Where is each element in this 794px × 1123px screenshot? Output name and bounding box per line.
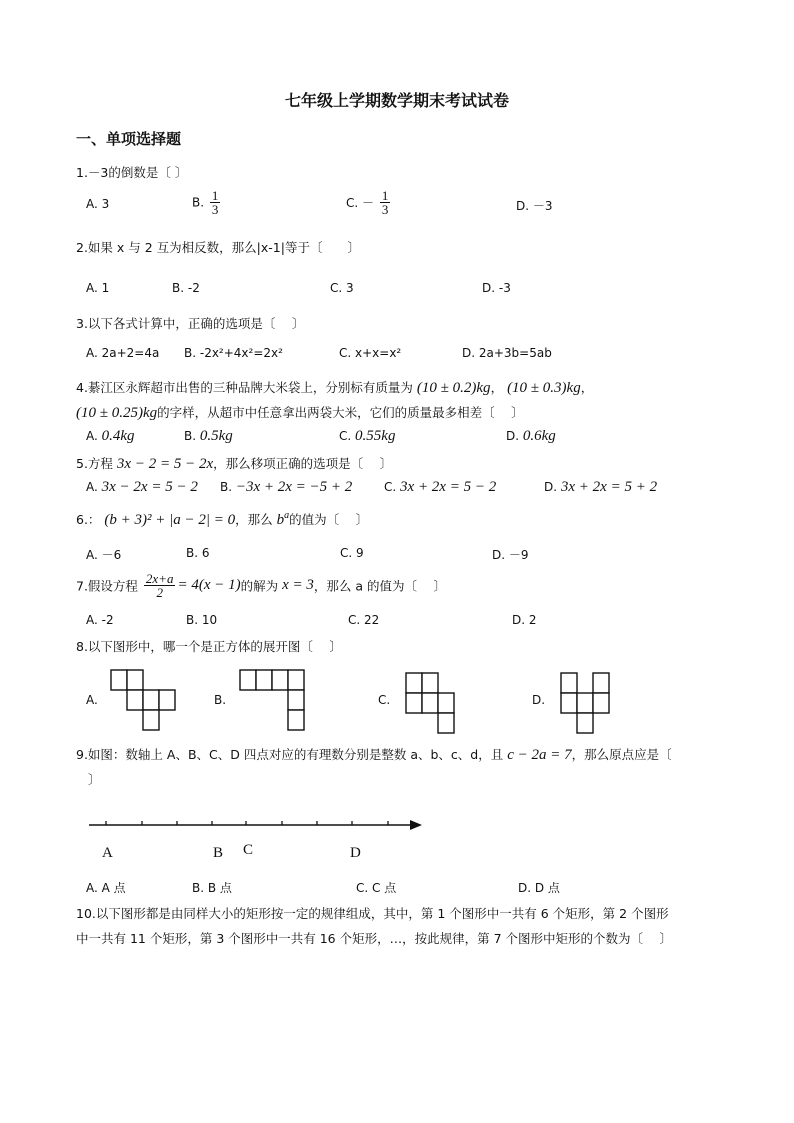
net-square	[256, 670, 272, 690]
q6-power-base: b	[276, 512, 285, 528]
q7-stem-part-2: 的解为	[240, 578, 279, 594]
q9-option-a[interactable]: A. A 点	[86, 881, 126, 895]
q4-option-d-label: D.	[506, 429, 520, 443]
net-square	[593, 693, 609, 713]
q6-stem-part-1: 6.：	[76, 512, 101, 527]
net-square	[288, 670, 304, 690]
q4-option-b-label: B.	[184, 429, 197, 443]
net-square	[577, 693, 593, 713]
question-4-line-1	[76, 378, 593, 397]
q6-stem-part-3: 的值为〔 〕	[289, 512, 369, 527]
net-square	[143, 690, 159, 710]
frac-denominator: 3	[211, 202, 219, 217]
q4-option-c[interactable]	[339, 428, 395, 445]
q7-equation-rest: = 4(x − 1)	[177, 577, 241, 593]
q5-stem-part-1: 5.方程	[76, 456, 113, 471]
net-square	[288, 710, 304, 730]
q5-option-a-label: A.	[86, 480, 98, 494]
q5-option-b-value: −3x + 2x = −5 + 2	[235, 479, 353, 495]
q4-stem-part-2: 的字样，从超市中任意拿出两袋大米，它们的质量最多相差〔 〕	[157, 405, 524, 420]
q5-option-a[interactable]	[86, 479, 198, 496]
q3-option-c[interactable]: C. x+x=x²	[339, 346, 402, 360]
q1-option-d-text: D. －3	[516, 199, 553, 213]
q6-option-b[interactable]: B. 6	[186, 546, 210, 560]
net-square	[143, 710, 159, 730]
q4-option-c-label: C.	[339, 429, 352, 443]
net-square	[406, 693, 422, 713]
question-10-line-1: 10.以下图形都是由同样大小的矩形按一定的规律组成，其中，第 1 个图形中一共有 6 个矩形，第 2 个图形	[76, 906, 669, 921]
q6-stem-part-2: ，那么	[235, 512, 273, 527]
question-8-stem: 8.以下图形中，哪一个是正方体的展开图〔 〕	[76, 639, 342, 654]
q9-option-d[interactable]: D. D 点	[518, 881, 560, 895]
q9-option-c[interactable]: C. C 点	[356, 881, 397, 895]
number-line	[88, 815, 428, 835]
q2-option-d[interactable]: D. -3	[482, 281, 511, 295]
q5-option-d-value: 3x + 2x = 5 + 2	[560, 479, 658, 495]
section-heading: 一、单项选择题	[76, 130, 182, 148]
q1-option-c[interactable]	[346, 189, 392, 216]
q8-option-a[interactable]: A.	[86, 693, 98, 707]
question-6-stem	[76, 510, 368, 529]
net-square	[127, 670, 143, 690]
q4-expression-2: (10 ± 0.3)kg	[507, 380, 581, 396]
net-square	[272, 670, 288, 690]
number-line-label-b: B	[213, 845, 224, 861]
frac-denominator: 2	[156, 585, 163, 600]
q8-net-b-figure	[239, 669, 305, 733]
q8-net-a-figure	[110, 669, 176, 733]
frac-numerator: 1	[211, 188, 219, 203]
frac-numerator: 1	[381, 188, 389, 203]
q3-option-d[interactable]: D. 2a+3b=5ab	[462, 346, 552, 360]
q6-option-c[interactable]: C. 9	[340, 546, 364, 560]
number-line-label-d: D	[350, 845, 361, 861]
q7-option-c[interactable]: C. 22	[348, 613, 380, 627]
q4-option-b[interactable]	[184, 428, 233, 445]
frac-numerator: 2x+a	[145, 571, 174, 586]
net-square	[422, 693, 438, 713]
q4-option-b-value: 0.5kg	[199, 428, 233, 444]
q8-net-d-figure	[560, 672, 612, 736]
q5-stem-part-2: ，那么移项正确的选项是〔 〕	[213, 456, 393, 471]
q6-equation: (b + 3)² + |a − 2| = 0	[104, 512, 236, 528]
net-square	[593, 673, 609, 693]
q5-option-c-value: 3x + 2x = 5 − 2	[400, 479, 497, 495]
page-title: 七年级上学期数学期末考试试卷	[284, 91, 509, 110]
q5-option-b[interactable]	[220, 479, 352, 496]
q9-stem-part-1: 9.如图：数轴上 A、B、C、D 四点对应的有理数分别是整数 a、b、c、d，且	[76, 747, 504, 762]
q7-solution: x = 3	[282, 577, 314, 593]
q9-stem-part-2: ，那么原点应是〔	[571, 747, 672, 762]
q7-stem-part-3: ，那么 a 的值为〔 〕	[313, 578, 446, 594]
q8-net-c-figure	[405, 672, 457, 736]
net-square	[561, 673, 577, 693]
q4-stem-part-1: 4.綦江区永辉超市出售的三种品牌大米袋上，分别标有质量为	[76, 380, 413, 395]
q4-expression-1: (10 ± 0.2)kg	[416, 380, 491, 396]
q9-equation: c − 2a = 7	[507, 747, 572, 763]
q1-option-b[interactable]	[192, 189, 222, 216]
net-square	[422, 673, 438, 693]
q7-option-a[interactable]: A. -2	[86, 613, 114, 627]
question-3-stem: 3.以下各式计算中，正确的选项是〔 〕	[76, 316, 305, 331]
q4-option-a[interactable]	[86, 428, 135, 445]
q5-option-a-value: 3x − 2x = 5 − 2	[101, 479, 198, 495]
number-line-label-a: A	[102, 845, 113, 861]
question-9-line-1	[76, 745, 672, 764]
question-7-stem	[76, 572, 446, 599]
net-square	[111, 670, 127, 690]
q5-option-d[interactable]	[544, 479, 657, 496]
q4-option-c-value: 0.55kg	[355, 428, 396, 444]
q5-equation: 3x − 2 = 5 − 2x	[116, 456, 214, 472]
q6-option-a[interactable]: A. －6	[86, 548, 122, 562]
q1-option-c-label: C. －	[346, 196, 375, 210]
q1-option-d[interactable]	[516, 197, 553, 214]
q2-option-a[interactable]: A. 1	[86, 281, 110, 295]
net-square	[288, 690, 304, 710]
q1-option-b-label: B.	[192, 195, 205, 210]
net-square	[577, 713, 593, 733]
q4-separator: ，	[490, 380, 504, 395]
q7-option-b[interactable]: B. 10	[186, 613, 218, 627]
q6-power-expression	[277, 512, 290, 528]
net-square	[406, 673, 422, 693]
q5-option-b-label: B.	[220, 480, 233, 494]
number-line-arrow	[410, 820, 422, 830]
q6-option-d[interactable]: D. －9	[492, 548, 529, 562]
q6-power-exponent: a	[284, 510, 290, 521]
q2-option-b[interactable]: B. -2	[172, 281, 200, 295]
question-1-stem: 1.－3的倒数是〔 〕	[76, 165, 188, 180]
q8-option-b[interactable]: B.	[214, 693, 227, 707]
question-5-stem	[76, 454, 392, 473]
q2-option-c[interactable]: C. 3	[330, 281, 354, 295]
net-square	[240, 670, 256, 690]
q1-option-b-fraction	[210, 189, 221, 216]
net-square	[127, 690, 143, 710]
net-square	[438, 693, 454, 713]
number-line-label-c: C	[243, 842, 254, 858]
question-4-line-2	[76, 403, 524, 422]
frac-denominator: 3	[381, 202, 389, 217]
question-10-line-2: 中一共有 11 个矩形，第 3 个图形中一共有 16 个矩形，…，按此规律，第 7 个图形中矩形的个数为〔 〕	[76, 931, 672, 946]
net-square	[159, 690, 175, 710]
q4-option-d[interactable]	[506, 428, 556, 445]
q9-option-b[interactable]: B. B 点	[192, 881, 232, 895]
q4-comma: ，	[580, 380, 594, 395]
q5-option-c-label: C.	[384, 480, 397, 494]
q8-option-c[interactable]: C.	[378, 693, 391, 707]
q4-option-a-label: A.	[86, 429, 98, 443]
q7-stem-part-1: 7.假设方程	[76, 578, 138, 594]
q4-expression-3: (10 ± 0.25)kg	[76, 405, 158, 421]
q3-option-a[interactable]: A. 2a+2=4a	[86, 346, 160, 360]
q5-option-c[interactable]	[384, 479, 496, 496]
q1-option-a[interactable]	[86, 197, 109, 211]
question-9-line-2: 〕	[88, 772, 101, 787]
q4-option-a-value: 0.4kg	[101, 428, 135, 444]
q1-option-a-text: A. 3	[86, 197, 110, 211]
q4-option-d-value: 0.6kg	[522, 428, 556, 444]
net-square	[438, 713, 454, 733]
q7-fraction	[144, 572, 176, 599]
q7-option-d[interactable]: D. 2	[512, 613, 537, 627]
q1-option-c-fraction	[380, 189, 391, 216]
q5-option-d-label: D.	[544, 480, 558, 494]
q3-option-b[interactable]: B. -2x²+4x²=2x²	[184, 346, 283, 360]
net-square	[561, 693, 577, 713]
q8-option-d[interactable]: D.	[532, 693, 546, 707]
question-2-stem: 2.如果 x 与 2 互为相反数，那么|x-1|等于〔 〕	[76, 240, 360, 255]
